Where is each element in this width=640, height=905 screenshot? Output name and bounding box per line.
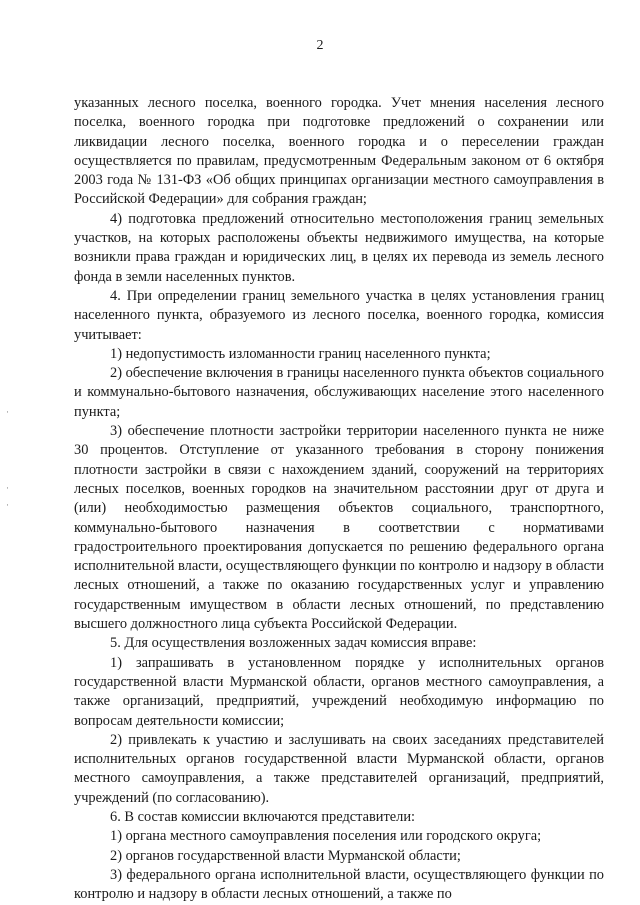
scan-artifact: ·: [6, 500, 9, 510]
page-number: 2: [316, 38, 324, 53]
paragraph-item-4-2: 2) обеспечение включения в границы населенного пункта объектов социального и коммунально-бытового назначения, обслуживающих население этого населенного пункта;: [74, 365, 604, 420]
paragraph-item-5-2: 2) привлекать к участию и заслушивать на своих заседаниях представителей исполнительных органов государственной власти Мурманской области, органов местного самоуправления, а также представителей организаций, предприятий, учреждений (по согласованию).: [74, 731, 604, 806]
paragraph-section-6: 6. В состав комиссии включаются представители:: [110, 808, 416, 825]
paragraph-item-4-3: 3) обеспечение плотности застройки территории населенного пункта не ниже 30 процентов. Отступление от указанного требования в сторону понижения плотности застройки в связи с нахождением зданий, сооружений на территориях лесных поселков, военных городков на значительном расстоянии друг от друга и (или) необходимостью размещения объектов социального, транспортного, коммунально-бытового назначения в соответствии с нормативами градостроительного проектирования допускается по решению федерального органа исполнительной власти, осуществляющего функции по контролю и надзору в области лесных отношений, а также по оказанию государственных услуг и управлению государственным имуществом в области лесных отношений, по представлению высшего должностного лица субъекта Российской Федерации.: [74, 423, 604, 633]
paragraph-item-6-2: 2) органов государственной власти Мурманской области;: [110, 847, 461, 864]
paragraph-item-6-3: 3) федерального органа исполнительной власти, осуществляющего функции по контролю и надзору в области лесных отношений, а также по: [74, 866, 604, 903]
document-body: [74, 94, 604, 904]
paragraph-item-4-1: 1) недопустимость изломанности границ населенного пункта;: [110, 345, 491, 362]
paragraph-item-6-1: 1) органа местного самоуправления поселения или городского округа;: [110, 828, 542, 845]
paragraph-continuation: указанных лесного поселка, военного городка. Учет мнения населения лесного поселка, военного городка при подготовке предложений о сохранении или ликвидации лесного поселка, военного городка и о переселении граждан осуществляется по правилам, предусмотренным Федеральным законом от 6 октября 2003 года № 131-ФЗ «Об общих принципах организации местного самоуправления в Российской Федерации» для собрания граждан;: [74, 95, 604, 208]
paragraph-item-3-4: 4) подготовка предложений относительно местоположения границ земельных участков, на которых расположены объекты недвижимого имущества, на которые возникли права граждан и юридических лиц, в целях их перевода из земель лесного фонда в земли населенных пунктов.: [74, 210, 604, 285]
paragraph-section-5: 5. Для осуществления возложенных задач комиссия вправе:: [110, 635, 477, 652]
scan-artifact: ·: [6, 407, 9, 417]
paragraph-section-4: 4. При определении границ земельного участка в целях установления границ населенного пункта, образуемого из лесного поселка, военного городка, комиссия учитывает:: [74, 287, 604, 343]
scan-artifact: ·: [6, 483, 9, 493]
paragraph-item-5-1: 1) запрашивать в установленном порядке у исполнительных органов государственной власти Мурманской области, органов местного самоуправления, а также организаций, предприятий, учреждений необходимую информацию по вопросам деятельности комиссии;: [74, 654, 604, 729]
